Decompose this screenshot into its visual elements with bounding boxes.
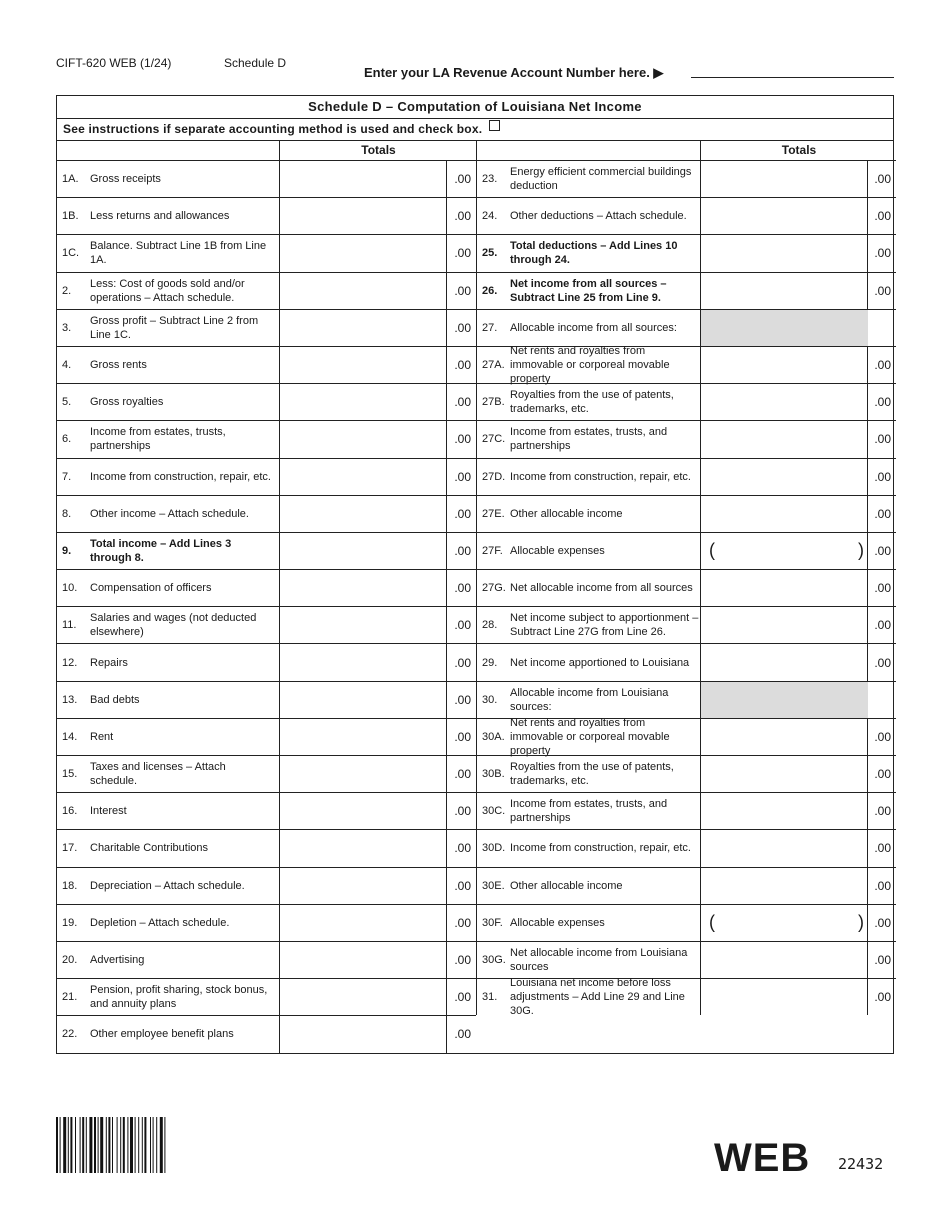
cents-label: .00: [874, 209, 891, 224]
line-number: 1A.: [62, 173, 79, 186]
cents-label: .00: [454, 915, 471, 930]
amount-field[interactable]: [279, 496, 447, 532]
line-number: 3.: [62, 321, 72, 334]
line-number: 21.: [62, 991, 78, 1004]
amount-field[interactable]: [700, 161, 868, 197]
line-description: Allocable income from all sources:: [510, 321, 677, 334]
cents-label: .00: [454, 581, 471, 596]
line-description: Income from estates, trusts, partnerships: [90, 426, 226, 453]
line-description: Gross royalties: [90, 396, 164, 409]
barcode-bar: [86, 1117, 87, 1173]
right-totals-label: Totals: [700, 141, 897, 160]
line-description: Income from construction, repair, etc.: [90, 470, 271, 483]
line-description: Taxes and licenses – Attach schedule.: [90, 761, 226, 788]
barcode-bar: [63, 1117, 66, 1173]
line-description: Income from construction, repair, etc.: [510, 842, 691, 855]
line-row: [477, 867, 896, 904]
line-number: 23.: [482, 173, 498, 186]
line-row: [57, 681, 476, 718]
line-number: 27D.: [482, 470, 506, 483]
cents-label: .00: [874, 990, 891, 1005]
cents-label: .00: [454, 246, 471, 261]
cents-label: .00: [874, 395, 891, 410]
barcode-bar: [142, 1117, 143, 1173]
barcode-bar: [156, 1117, 157, 1173]
line-number: 27F.: [482, 544, 503, 557]
line-description: Gross rents: [90, 359, 147, 372]
line-description: Other allocable income: [510, 879, 623, 892]
cents-label: .00: [874, 581, 891, 596]
cents-label: .00: [454, 841, 471, 856]
line-row: [477, 606, 896, 643]
barcode-bar: [94, 1117, 96, 1173]
amount-field[interactable]: [279, 235, 447, 271]
amount-field[interactable]: [279, 273, 447, 309]
cents-label: .00: [454, 506, 471, 521]
right-column: [476, 160, 896, 1018]
line-description: Net income subject to apportionment – Subtract Line 27G from Line 26.: [510, 612, 699, 639]
line-number: 30D.: [482, 842, 506, 855]
line-description: Gross profit – Subtract Line 2 from Line 1C.: [90, 314, 259, 341]
line-row: [57, 792, 476, 829]
line-row: [57, 829, 476, 866]
cents-label: .00: [874, 172, 891, 187]
amount-field[interactable]: [279, 161, 447, 197]
line-number: 27A.: [482, 359, 505, 372]
open-paren: (: [709, 540, 715, 561]
barcode-bar: [144, 1117, 146, 1173]
line-number: 30C.: [482, 805, 506, 818]
cents-label: .00: [874, 358, 891, 373]
line-number: 15.: [62, 768, 78, 781]
barcode-bar: [164, 1117, 165, 1173]
line-row: [477, 569, 896, 606]
account-number-prompt: Enter your LA Revenue Account Number here. ▶: [364, 65, 664, 80]
line-description: Charitable Contributions: [90, 842, 209, 855]
amount-field[interactable]: [279, 793, 447, 829]
line-number: 26.: [482, 284, 498, 297]
right-totals-header: [476, 141, 896, 160]
line-number: 30F.: [482, 916, 503, 929]
amount-field[interactable]: [700, 868, 868, 904]
barcode-bar: [150, 1117, 151, 1173]
amount-field[interactable]: [279, 347, 447, 383]
line-row: [57, 643, 476, 680]
line-row: [477, 383, 896, 420]
amount-field[interactable]: [700, 533, 868, 569]
line-description: Net income from all sources – Subtract Line 25 from Line 9.: [510, 277, 667, 304]
amount-field[interactable]: [700, 905, 868, 941]
line-row: [477, 309, 896, 346]
line-number: 27E.: [482, 507, 505, 520]
line-number: 18.: [62, 879, 78, 892]
line-description: Net income apportioned to Louisiana: [510, 656, 690, 669]
line-row: [477, 160, 896, 197]
line-number: 4.: [62, 359, 72, 372]
line-number: 6.: [62, 433, 72, 446]
line-description: Depletion – Attach schedule.: [90, 916, 230, 929]
line-row: [57, 867, 476, 904]
cents-label: .00: [454, 1027, 471, 1042]
line-number: 9.: [62, 544, 72, 557]
barcode-bar: [106, 1117, 107, 1173]
cents-label: .00: [874, 618, 891, 633]
cents-label: .00: [874, 878, 891, 893]
line-description: Other income – Attach schedule.: [90, 507, 249, 520]
cents-label: .00: [454, 618, 471, 633]
line-row: [57, 718, 476, 755]
line-row: [477, 532, 896, 569]
barcode-bar: [123, 1117, 125, 1173]
line-row: [57, 606, 476, 643]
line-description: Balance. Subtract Line 1B from Line 1A.: [90, 240, 267, 267]
cents-label: .00: [874, 841, 891, 856]
amount-field[interactable]: [279, 459, 447, 495]
amount-field[interactable]: [279, 756, 447, 792]
cents-label: .00: [874, 953, 891, 968]
line-description: Net rents and royalties from immovable or corporeal movable property: [510, 716, 670, 757]
amount-field[interactable]: [700, 273, 868, 309]
amount-field[interactable]: [279, 682, 447, 718]
cents-label: .00: [454, 209, 471, 224]
line-number: 24.: [482, 210, 498, 223]
instructions-row: [57, 119, 893, 141]
line-description: Allocable income from Louisiana sources:: [510, 686, 669, 713]
cents-label: .00: [874, 283, 891, 298]
barcode-bar: [112, 1117, 113, 1173]
separate-accounting-checkbox[interactable]: [489, 120, 500, 131]
amount-field[interactable]: [279, 607, 447, 643]
amount-field[interactable]: [700, 421, 868, 457]
amount-field[interactable]: [700, 496, 868, 532]
cents-label: .00: [874, 506, 891, 521]
amount-field[interactable]: [700, 719, 868, 755]
line-row: [477, 681, 896, 718]
cents-label: .00: [454, 543, 471, 558]
barcode-bar: [153, 1117, 154, 1173]
barcode-bar: [120, 1117, 121, 1173]
line-row: [57, 309, 476, 346]
line-description: Pension, profit sharing, stock bonus, and annuity plans: [90, 984, 268, 1011]
line-description: Depreciation – Attach schedule.: [90, 879, 245, 892]
line-number: 7.: [62, 470, 72, 483]
amount-field[interactable]: [279, 830, 447, 866]
line-number: 30A.: [482, 730, 505, 743]
cents-label: .00: [874, 469, 891, 484]
line-description: Interest: [90, 805, 127, 818]
shaded-cell: [700, 310, 868, 346]
line-description: Compensation of officers: [90, 582, 212, 595]
line-row: [477, 829, 896, 866]
line-row: [57, 978, 476, 1015]
cents-label: .00: [454, 729, 471, 744]
barcode-bar: [70, 1117, 72, 1173]
line-description: Salaries and wages (not deducted elsewhere): [90, 612, 257, 639]
line-number: 30E.: [482, 879, 505, 892]
amount-field[interactable]: [279, 310, 447, 346]
cents-label: .00: [454, 767, 471, 782]
amount-field[interactable]: [279, 533, 447, 569]
line-description: Energy efficient commercial buildings deduction: [510, 166, 692, 193]
line-row: [477, 718, 896, 755]
barcode-bar: [108, 1117, 110, 1173]
line-description: Gross receipts: [90, 173, 161, 186]
line-row: [477, 904, 896, 941]
barcode-bar: [89, 1117, 92, 1173]
barcode-bar: [75, 1117, 76, 1173]
amount-field[interactable]: [700, 793, 868, 829]
line-number: 30B.: [482, 768, 505, 781]
account-number-field[interactable]: [691, 77, 894, 78]
barcode-bar: [130, 1117, 133, 1173]
barcode: [56, 1117, 228, 1173]
amount-field[interactable]: [700, 384, 868, 420]
line-row: [57, 234, 476, 271]
line-description: Net allocable income from all sources: [510, 582, 693, 595]
line-description: Income from estates, trusts, and partnerships: [510, 798, 668, 825]
line-number: 31.: [482, 991, 498, 1004]
line-row: [477, 755, 896, 792]
line-description: Less: Cost of goods sold and/or operations – Attach schedule.: [90, 277, 245, 304]
form-id: CIFT-620 WEB (1/24): [56, 56, 172, 70]
line-description: Louisiana net income before loss adjustments – Add Line 29 and Line 30G.: [510, 977, 685, 1018]
line-row: [57, 755, 476, 792]
cents-label: .00: [874, 246, 891, 261]
amount-field[interactable]: [700, 942, 868, 978]
amount-field[interactable]: [279, 719, 447, 755]
barcode-bar: [127, 1117, 128, 1173]
cents-label: .00: [874, 729, 891, 744]
line-row: [57, 904, 476, 941]
line-description: Allocable expenses: [510, 916, 605, 929]
line-row: [57, 197, 476, 234]
line-number: 17.: [62, 842, 78, 855]
barcode-bar: [60, 1117, 61, 1173]
line-row: [477, 272, 896, 309]
line-number: 13.: [62, 693, 78, 706]
amount-field[interactable]: [700, 459, 868, 495]
barcode-bar: [68, 1117, 69, 1173]
line-row: [477, 420, 896, 457]
line-row: [477, 197, 896, 234]
amount-field[interactable]: [700, 198, 868, 234]
open-paren: (: [709, 912, 715, 933]
cents-label: .00: [874, 804, 891, 819]
line-description: Less returns and allowances: [90, 210, 230, 223]
barcode-bar: [56, 1117, 58, 1173]
amount-field[interactable]: [279, 868, 447, 904]
line-row: [57, 495, 476, 532]
line-number: 27B.: [482, 396, 505, 409]
line-row: [477, 458, 896, 495]
amount-field[interactable]: [700, 347, 868, 383]
cents-label: .00: [454, 320, 471, 335]
line-row: [477, 977, 896, 1018]
line-row: [477, 792, 896, 829]
barcode-bar: [80, 1117, 81, 1173]
close-paren: ): [858, 912, 864, 933]
amount-field[interactable]: [279, 942, 447, 978]
cents-label: .00: [454, 283, 471, 298]
left-totals-label: Totals: [279, 141, 477, 160]
line-description: Royalties from the use of patents, trademarks, etc.: [510, 389, 674, 416]
cents-label: .00: [454, 172, 471, 187]
amount-field[interactable]: [279, 570, 447, 606]
line-description: Income from estates, trusts, and partnerships: [510, 426, 668, 453]
line-row: [57, 532, 476, 569]
line-row: [57, 346, 476, 383]
line-number: 2.: [62, 284, 72, 297]
line-description: Repairs: [90, 656, 128, 669]
schedule-title: Schedule D – Computation of Louisiana Net Income: [57, 96, 893, 119]
cents-label: .00: [454, 358, 471, 373]
barcode-bar: [138, 1117, 139, 1173]
line-row: [57, 420, 476, 457]
line-row: [57, 941, 476, 978]
line-number: 1B.: [62, 210, 79, 223]
cents-label: .00: [454, 878, 471, 893]
cents-label: .00: [874, 767, 891, 782]
line-description: Other employee benefit plans: [90, 1028, 234, 1041]
cents-label: .00: [454, 692, 471, 707]
line-row: [57, 272, 476, 309]
line-row: [477, 941, 896, 978]
cents-label: .00: [874, 432, 891, 447]
barcode-bar: [135, 1117, 136, 1173]
amount-field[interactable]: [700, 830, 868, 866]
line-row: [477, 495, 896, 532]
line-description: Royalties from the use of patents, trademarks, etc.: [510, 761, 674, 788]
line-row: [477, 234, 896, 271]
amount-field[interactable]: [279, 979, 447, 1015]
line-row: [57, 1015, 476, 1052]
line-description: Total deductions – Add Lines 10 through 24.: [510, 240, 678, 267]
cents-label: .00: [454, 432, 471, 447]
line-row: [57, 569, 476, 606]
cents-label: .00: [454, 804, 471, 819]
cents-label: .00: [454, 953, 471, 968]
line-description: Income from construction, repair, etc.: [510, 470, 691, 483]
line-number: 25.: [482, 247, 498, 260]
barcode-bar: [160, 1117, 163, 1173]
line-number: 10.: [62, 582, 78, 595]
amount-field[interactable]: [700, 756, 868, 792]
line-description: Advertising: [90, 954, 145, 967]
line-row: [477, 345, 896, 386]
cents-label: .00: [874, 655, 891, 670]
line-number: 27C.: [482, 433, 506, 446]
line-number: 14.: [62, 730, 78, 743]
amount-field[interactable]: [700, 570, 868, 606]
amount-field[interactable]: [700, 644, 868, 680]
line-description: Rent: [90, 730, 114, 743]
line-description: Total income – Add Lines 3 through 8.: [90, 537, 232, 564]
schedule-label: Schedule D: [224, 56, 287, 70]
line-description: Allocable expenses: [510, 544, 605, 557]
amount-field[interactable]: [279, 421, 447, 457]
amount-field[interactable]: [279, 384, 447, 420]
left-column: [57, 160, 476, 1053]
line-description: Net rents and royalties from immovable or corporeal movable property: [510, 345, 670, 386]
cents-label: .00: [454, 395, 471, 410]
barcode-bar: [82, 1117, 84, 1173]
line-description: Other allocable income: [510, 507, 623, 520]
line-row: [57, 160, 476, 197]
barcode-bar: [98, 1117, 99, 1173]
schedule-d-table: [56, 95, 894, 1054]
line-row: [57, 383, 476, 420]
cents-label: .00: [454, 990, 471, 1005]
line-number: 22.: [62, 1028, 78, 1041]
line-row: [57, 458, 476, 495]
shaded-cell: [700, 682, 868, 718]
line-number: 27.: [482, 321, 498, 334]
instructions-text: See instructions if separate accounting method is used and check box.: [63, 122, 483, 136]
line-number: 11.: [62, 619, 77, 632]
cents-label: .00: [454, 469, 471, 484]
line-number: 29.: [482, 656, 498, 669]
cents-label: .00: [874, 543, 891, 558]
line-number: 30.: [482, 693, 498, 706]
line-number: 1C.: [62, 247, 80, 260]
barcode-bar: [117, 1117, 118, 1173]
amount-field[interactable]: [279, 198, 447, 234]
form-code: 22432: [838, 1155, 884, 1173]
line-number: 16.: [62, 805, 78, 818]
amount-field[interactable]: [700, 979, 868, 1015]
amount-field[interactable]: [700, 607, 868, 643]
line-number: 19.: [62, 916, 78, 929]
amount-field[interactable]: [279, 905, 447, 941]
cents-label: .00: [874, 915, 891, 930]
left-totals-header: [57, 141, 476, 160]
web-mark: WEB: [714, 1136, 811, 1180]
line-description: Other deductions – Attach schedule.: [510, 210, 687, 223]
line-number: 5.: [62, 396, 72, 409]
barcode-bar: [100, 1117, 103, 1173]
close-paren: ): [858, 540, 864, 561]
line-description: Bad debts: [90, 693, 140, 706]
line-number: 20.: [62, 954, 78, 967]
amount-field[interactable]: [279, 1016, 447, 1052]
amount-field[interactable]: [700, 235, 868, 271]
line-number: 27G.: [482, 582, 506, 595]
line-row: [477, 643, 896, 680]
line-number: 8.: [62, 507, 72, 520]
line-number: 28.: [482, 619, 498, 632]
line-number: 12.: [62, 656, 78, 669]
amount-field[interactable]: [279, 644, 447, 680]
line-number: 30G.: [482, 954, 506, 967]
line-description: Net allocable income from Louisiana sources: [510, 947, 688, 974]
cents-label: .00: [454, 655, 471, 670]
